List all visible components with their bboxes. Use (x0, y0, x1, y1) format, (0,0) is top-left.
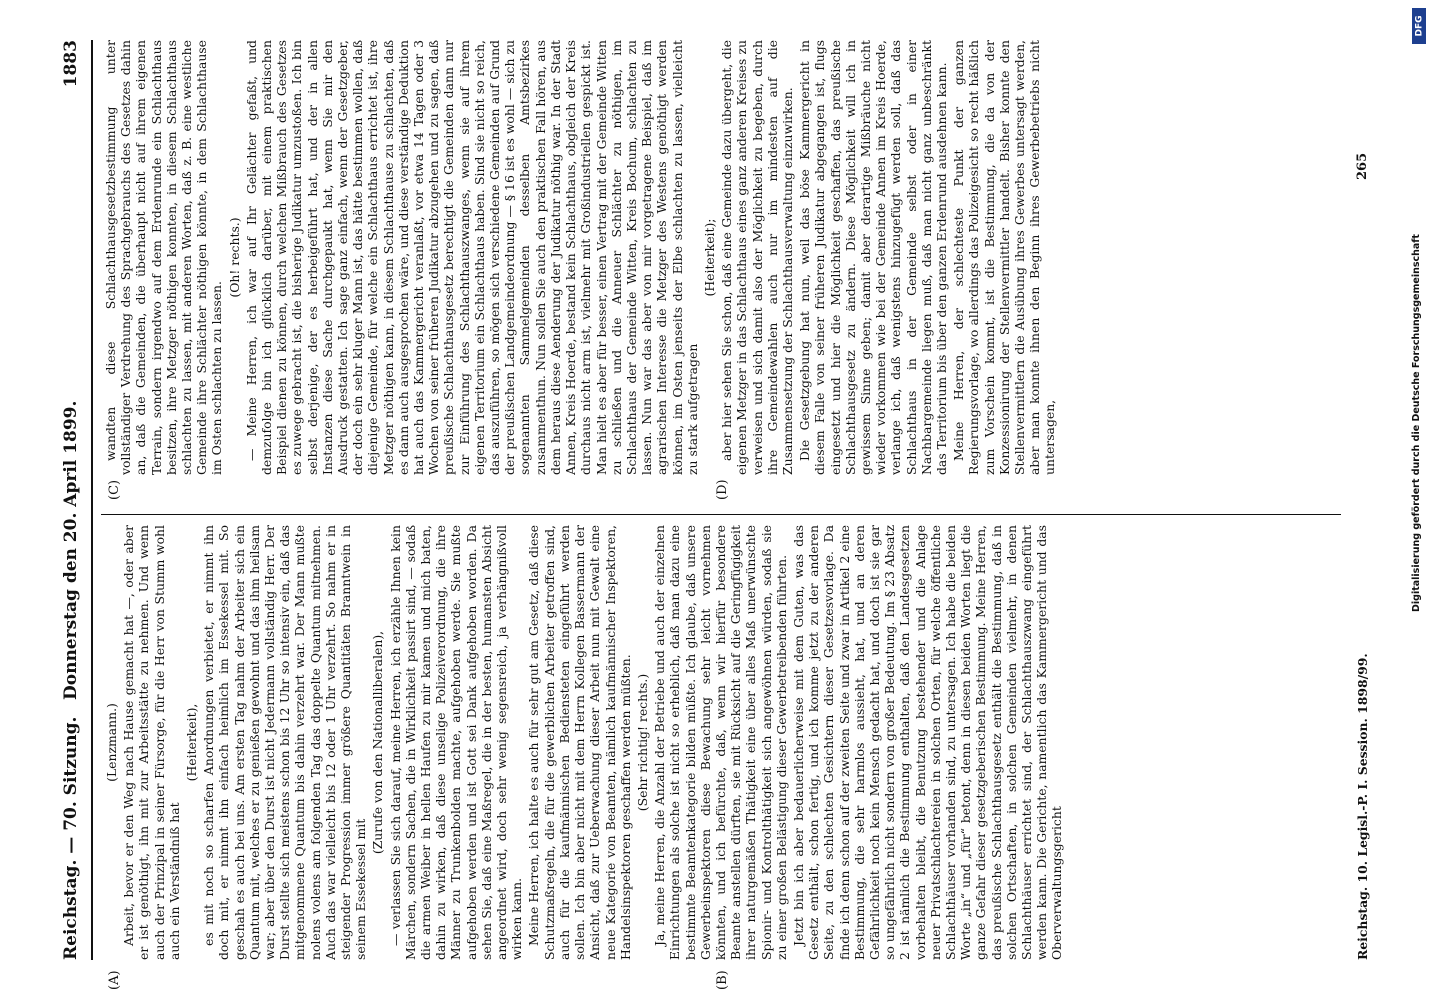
margin-marker-b: (B) (715, 970, 730, 990)
interjection: (Heiterkeit), (184, 703, 200, 782)
column-divider (101, 514, 1341, 515)
footer-session-info: Reichstag. 10. Legisl.-P. I. Session. 1898/99. (1355, 653, 1370, 960)
margin-marker-a: (A) (107, 970, 122, 990)
paragraph: Jetzt bin ich aber bedauerlicherweise mit dem Guten, was das Gesetz enthält, schon fertig, und ich komme jetzt zu der anderen Seite, zu den schlechten Gesichtern dieser Gesetzesvorlage. Da finde ich denn schon auf der zweiten Seite und zwar in Artikel 2 eine Bestimmung, die sehr harmlos aussieht, hat, und an deren Gefährlichkeit noch kein Mensch gedacht hat, und doch ist sie gar so ungefährlich nicht sondern von großer Bedeutung. Im § 23 Absatz 2 ist nämlich die Bestimmung enthalten, daß den Landesgesetzen vorbehalten bleibt, die Benutzung bestehender und die Anlage neuer Privatschlachtereien in solchen Orten, für welche öffentliche Schlachthäuser vorhanden sind, zu untersagen. Ich habe die beiden Worte „in“ und „für“ betont, denn in diesen beiden Worten liegt die ganze Gefahr dieser gesetzgeberischen Bestimmung. Meine Herren, das preußische Schlachthausgesetz enthält die Bestimmung, daß in solchen Ortschaften, in solchen Gemeinden vielmehr, in denen Schlachthäuser errichtet sind, der Schlachthauszwang eingeführt werden kann. Die Gerichte, namentlich das Kammergericht und das Oberverwaltungsgericht (790, 525, 1065, 960)
right-column (103, 40, 1343, 475)
paragraph: Meine Herren, ich halte es auch für sehr gut am Gesetz, daß diese Schutzmaßregeln, die für die gewerblichen Arbeiter getroffen sind, auch für die kaufmännischen Bediensteten eingeführt werden sollen. Ich bin aber nicht mit dem Herrn Kollegen Bassermann der Ansicht, daß zur Ueberwachung dieser Arbeit nun mit Gewalt eine neue Kategorie von Beamten, nämlich kaufmännischer Inspektoren, Handelsinspektoren geschaffen werden müßten. (526, 525, 633, 960)
left-column (103, 525, 1343, 960)
dfg-logo: DFG (1412, 8, 1426, 44)
paragraph: Die Gesetzgebung hat nun, weil das böse Kammergericht in diesem Falle von seiner früheren Judikatur abgegangen ist, flugs eingesetzt und hier die Möglichkeit geschaffen, das preußische Schlachthausgesetz zu ändern. Diese Möglichkeit will ich in gewissem Sinne geben; damit aber derartige Mißbräuche nicht wieder vorkommen wie bei der Gemeinde Annen im Kreis Hoerde, verlange ich, daß wenigstens hinzugefügt werden soll, daß das Schlachthaus in der Gemeinde selbst oder in einer Nachbargemeinde liegen muß, daß man nicht ganz unbeschränkt das Territorium bis über den ganzen Erdenrund ausdehnen kann. (797, 40, 949, 475)
margin-marker-c: (C) (107, 479, 122, 500)
rotated-page-content (55, 0, 1400, 1000)
margin-marker-d: (D) (715, 479, 730, 500)
header-rule (91, 40, 93, 960)
paragraph: wandten diese Schlachthausgesetzbestimmung unter vollständiger Verdrehung des Sprachgebrauchs des Gesetzes dahin an, daß die Gemeinden, die überhaupt nicht auf ihrem eigenen Terrain, sondern irgendwo auf dem Erdenrunde ein Schlachthaus besitzen, ihre Metzger nöthigen konnten, in diesem Schlachthaus schlachten zu lassen, mit anderen Worten, daß z. B. eine westliche Gemeinde ihre Schlächter nöthigen könnte, in dem Schlachthause im Osten schlachten zu lassen. (103, 40, 225, 475)
paragraph: es mit noch so scharfen Anordnungen verbietet, er nimmt ihn doch mit, er nimmt ihn einfach heimlich im Essekessel mit. So geschah es auch bei uns. Am ersten Tag nahm der Arbeiter sich ein Quantum mit, welches er zu genießen gewohnt und das ihm heilsam war; aber über den Durst ist nicht Jedermann vollständig Herr. Der Durst stellte sich meistens schon bis 12 Uhr so intensiv ein, daß das mitgenommene Quantum bis dahin verzehrt war. Der Mann mußte nolens volens am folgenden Tag das doppelte Quantum mitnehmen. Auch das war vielleicht bis 12 oder 1 Uhr verzehrt. So nahm er in steigender Progression immer größere Quantitäten Branntwein in seinem Essekessel mit (201, 525, 369, 960)
paragraph: — Meine Herren, ich war auf Ihr Gelächter gefaßt, und demzufolge bin ich glücklich darüber, mit einem praktischen Beispiel dienen zu können, durch welchen Mißbrauch des Gesetzes es zuwege gebracht ist, die bisherige Judikatur umzustoßen. Ich bin selbst derjenige, der es herbeigeführt hat, und der in allen Instanzen diese Sache durchgepaukt hat, wenn Sie mir den Ausdruck gestatten. Ich sage ganz einfach, wenn der Gesetzgeber, der doch ein sehr kluger Mann ist, das hätte bestimmen wollen, daß diejenige Gemeinde, für welche ein Schlachthaus errichtet ist, ihre Metzger nöthigen kann, in diesem Schlachthause zu schlachten, daß es dann auch ausgesprochen wäre, und diese verständige Deduktion hat auch das Kammergericht veranlaßt, vor etwa 14 Tagen oder 3 Wochen von seiner früheren Judikatur abzugehen und zu sagen, daß preußische Schlachthausgesetz berechtigt die Gemeinden dann nur zur Einführung des Schlachthauszwanges, wenn sie auf ihrem eigenen Territorium ein Schlachthaus haben. Sind sie nicht so reich, das auszuführen, so mögen sich verschiedene Gemeinden auf Grund der preußischen Landgemeindeordnung — § 16 ist es wohl — sich zu sogenannten Sammelgemeinden desselben Amtsbezirkes zusammenthun. Nun sollen Sie auch den praktischen Fall hören, aus dem heraus diese Aenderung der Judikatur nöthig war. In der Stadt Annen, Kreis Hoerde, bestand kein Schlachthaus, obgleich der Kreis durchaus nicht arm ist, vielmehr mit Großindustriellen gespickt ist. Man hielt es aber für besser, einen Vertrag mit der Gemeinde Witten zu schließen und die Anneuer Schlächter zu nöthigen, im Schlachthaus der Gemeinde Witten, Kreis Bochum, schlachten zu lassen. Nun war das aber von mir vorgetragene Beispiel, daß im agrarischen Interesse die Metzger des Westens genöthigt werden können, im Osten jenseits der Elbe schlachten zu lassen, vielleicht zu stark aufgetragen (243, 40, 700, 475)
speaker-name: (Lenzmann.) (104, 703, 119, 782)
paragraph: — verlassen Sie sich darauf, meine Herren, ich erzähle Ihnen kein Märchen, sondern Sachen, die in Wirklichkeit passirt sind, — sodaß die armen Weiber in hellen Haufen zu mir kamen und mich baten, dahin zu wirken, daß diese unselige Polizeiverordnung, die ihre Männer zu Trunkenbolden machte, aufgehoben werde. Sie mußte aufgehoben werden und ist Gott sei Dank aufgehoben worden. Da sehen Sie, daß eine Maßregel, die in der besten, humansten Absicht angeordnet wird, doch sehr wenig segensreich, ja verhängnißvoll wirken kann. (387, 525, 525, 960)
paragraph: Meine Herren, der schlechteste Punkt der ganzen Regierungsvorlage, wo allerdings das Polizeigesicht so recht häßlich zum Vorschein kommt, ist die Bestimmung, die da von der Konzessionirung der Stellenvermittler handelt. Bisher konnte den Stellenvermittlern die Ausübung ihres Gewerbes untersagt werden, aber man konnte ihnen den Beginn ihres Gewerbebetriebs nicht untersagen, (951, 40, 1058, 475)
interjection: (Heiterkeit); (701, 218, 717, 297)
paragraph: Ja, meine Herren, die Anzahl der Betriebe und auch der einzelnen Einrichtungen als solche ist nicht so erheblich, daß man dazu eine bestimmte Beamtenkategorie bilden müßte. Ich glaube, daß unsere Gewerbeinspektoren diese Bewachung sehr leicht vornehmen könnten, und ich befürchte, daß, wenn wir hierfür besondere Beamte anstellen dürften, sie mit Rücksicht auf die Geringfügigkeit ihrer naturgemäßen Thätigkeit eine über alles Maß unerwünschte Spionir- und Kontrolthätigkeit sich angewöhnen würden, sodaß sie zu einer großen Belästigung dieser Gewerbetreibenden führten. (652, 525, 789, 960)
paragraph: aber hier sehen Sie schon, daß eine Gemeinde dazu übergeht, die eigenen Metzger in das Schlachthaus eines ganz anderen Kreises zu verweisen und sich damit also der Möglichkeit zu begeben, durch ihre Gemeindewahlen auch nur im mindesten auf die Zusammensetzung der Schlachthausverwaltung einzuwirken. (719, 40, 795, 475)
page-number: 265 (1355, 152, 1370, 180)
digitization-note (1409, 2, 1431, 1000)
running-header (55, 40, 89, 960)
header-session: Reichstag. — 70. Sitzung. (61, 716, 81, 960)
header-page-number: 1883 (61, 40, 81, 88)
header-date: Donnerstag den 20. April 1899. (61, 400, 81, 700)
interjection: (Oh! rechts.) (226, 217, 242, 298)
paragraph: Arbeit, bevor er den Weg nach Hause gemacht hat —, oder aber er ist genöthigt, ihn mit zur Arbeitsstätte zu nehmen. Und wenn auch der Prinzipal in seiner Fürsorge, für die Herr von Stumm wohl auch ein Verständniß hat (121, 525, 182, 960)
dfg-funding-text: Digitalisierung gefördert durch die Deutsche Forschungsgemeinschaft (1411, 234, 1422, 612)
interjection: (Sehr richtig! rechts.) (634, 673, 650, 812)
interjection: (Zurufe von den Nationalliberalen), (370, 630, 386, 855)
